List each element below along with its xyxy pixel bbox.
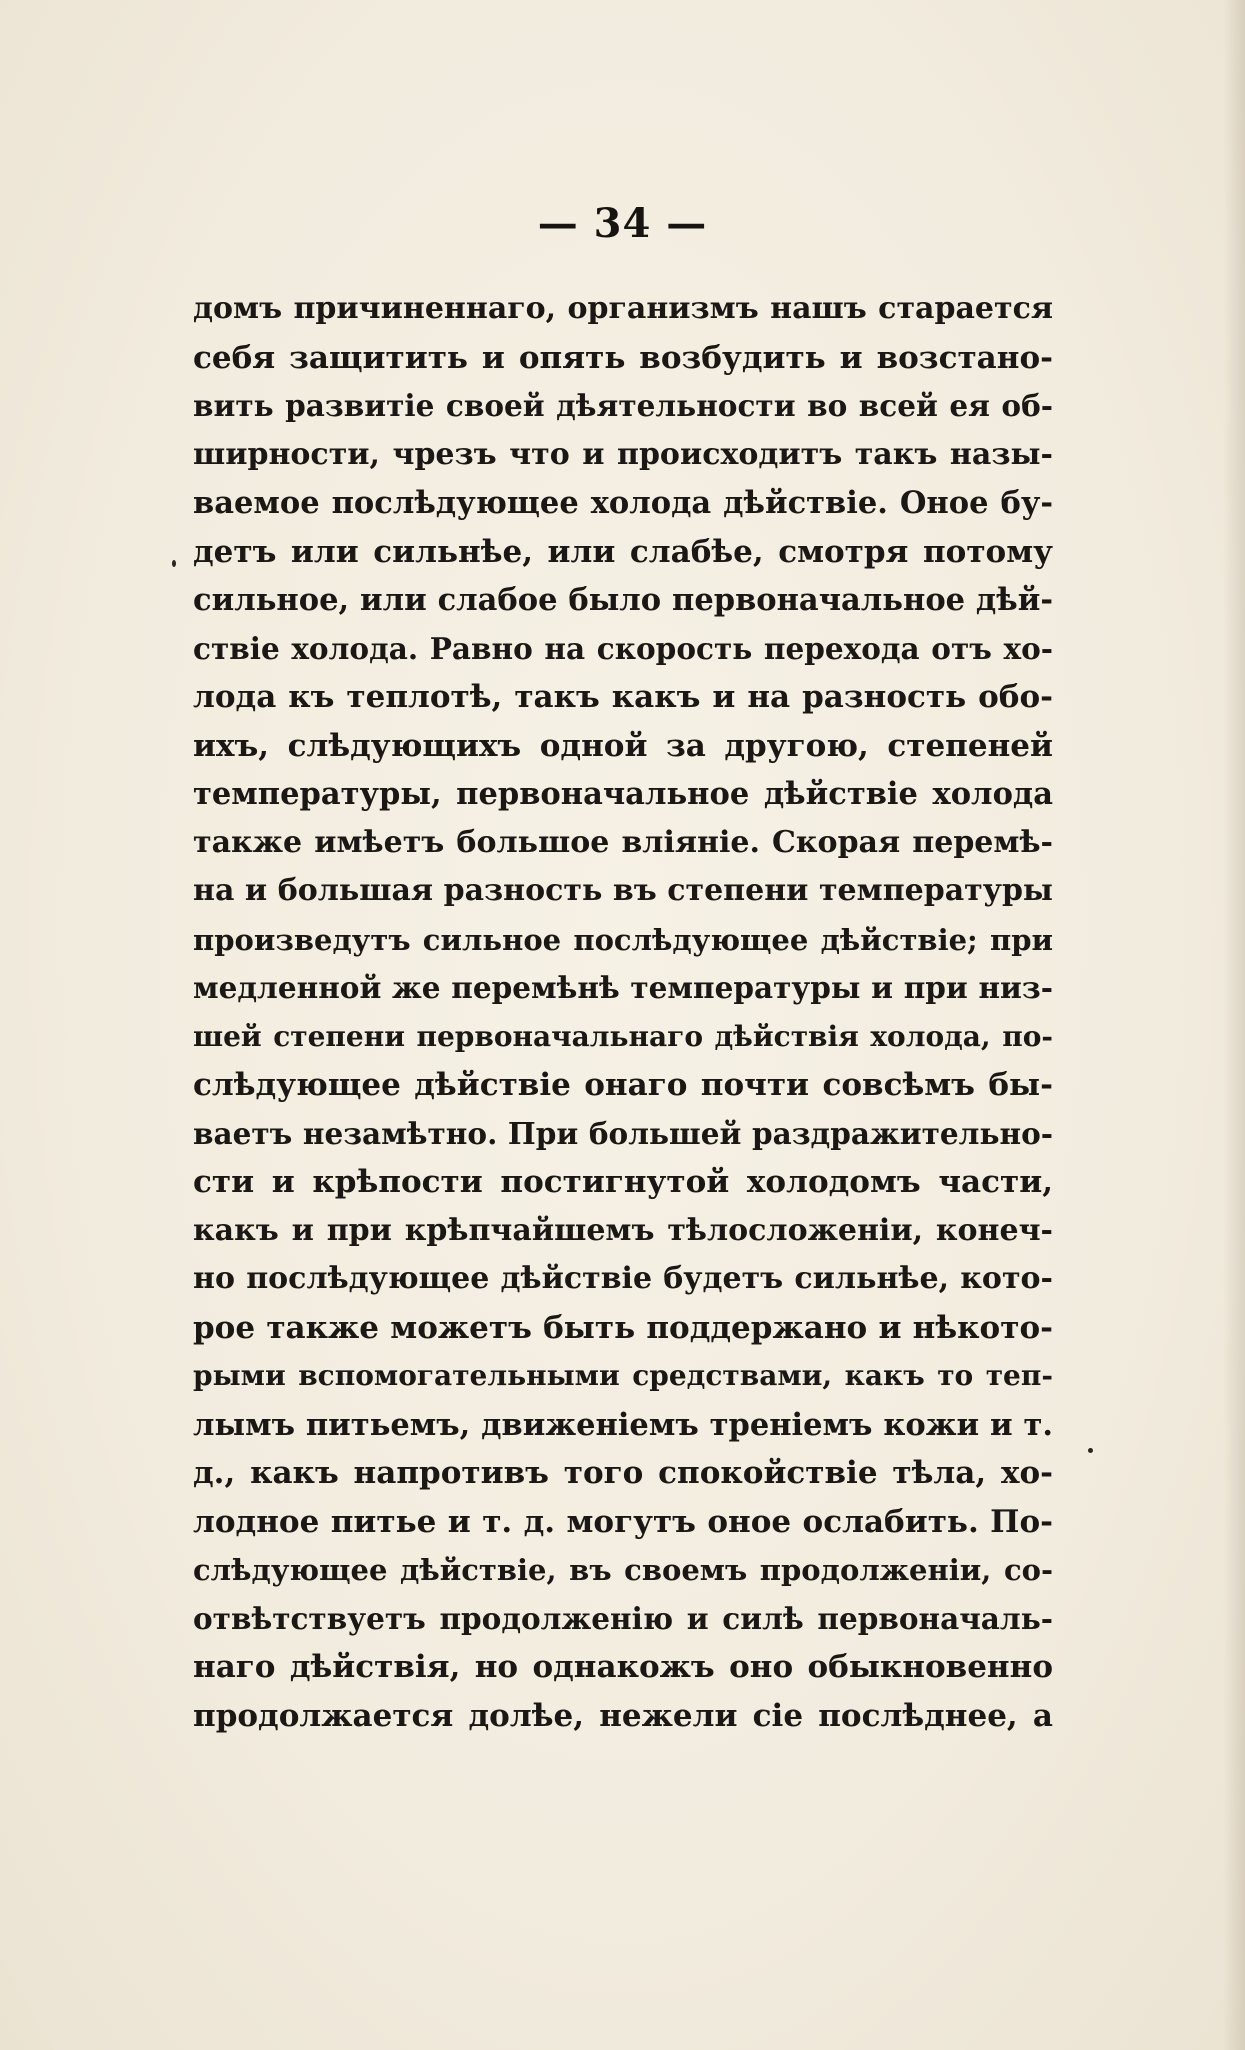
text-line: шей степени первоначальнаго дѣйствія холода, по-: [193, 1019, 1053, 1053]
text-line: ваетъ незамѣтно. При большей раздражительно-: [193, 1115, 1053, 1151]
text-line: слѣдующее дѣйствіе онаго почти совсѣмъ бы-: [193, 1067, 1053, 1103]
text-line: ширности, чрезъ что и происходитъ такъ назы-: [193, 436, 1053, 472]
text-line: детъ или сильнѣе, или слабѣе, смотря потому: [193, 533, 1053, 570]
body-text: [193, 285, 1053, 1740]
text-line: также имѣетъ большое вліяніе. Скорая перемѣ-: [193, 824, 1053, 860]
text-line: слѣдующее дѣйствіе, въ своемъ продолженіи, со-: [193, 1553, 1053, 1587]
ink-speck: [172, 560, 176, 567]
text-line: д., какъ напротивъ того спокойствіе тѣла, хо-: [193, 1455, 1053, 1491]
text-line: ихъ, слѣдующихъ одной за другою, степеней: [193, 727, 1053, 764]
text-line: какъ и при крѣпчайшемъ тѣлосложеніи, конеч-: [193, 1212, 1053, 1248]
ink-speck: [1088, 1448, 1093, 1453]
text-line: на и большая разность въ степени температуры: [193, 873, 1053, 908]
text-line: но послѣдующее дѣйствіе будетъ сильнѣе, кото-: [193, 1261, 1053, 1296]
text-line: себя защитить и опять возбудить и возстано-: [193, 339, 1053, 376]
text-line: ствіе холода. Равно на скорость перехода отъ хо-: [193, 630, 1053, 666]
page-edge-shadow: [1223, 0, 1245, 2050]
text-line: отвѣтствуетъ продолженію и силѣ первоначаль-: [193, 1600, 1053, 1636]
page-number: — 34 —: [537, 200, 708, 247]
text-line: вить развитіе своей дѣятельности во всей ея об-: [193, 388, 1053, 423]
text-line: наго дѣйствія, но однакожъ оно обыкновенно: [193, 1649, 1053, 1685]
text-line: рое также можетъ быть поддержано и нѣкото-: [193, 1309, 1053, 1346]
text-line: продолжается долѣе, нежели сіе послѣднее, а: [193, 1697, 1053, 1734]
text-line: лода къ теплотѣ, такъ какъ и на разность обо-: [193, 679, 1053, 715]
text-line: медленной же перемѣнѣ температуры и при низ-: [193, 970, 1053, 1005]
text-line: ваемое послѣдующее холода дѣйствіе. Оное бу-: [193, 485, 1053, 521]
text-line: рыми вспомогательными средствами, какъ то теп-: [193, 1359, 1053, 1392]
text-line: сти и крѣпости постигнутой холодомъ части,: [193, 1164, 1053, 1200]
text-line: произведутъ сильное послѣдующее дѣйствіе; при: [193, 922, 1053, 957]
text-line: температуры, первоначальное дѣйствіе холода: [193, 776, 1053, 812]
text-line: домъ причиненнаго, организмъ нашъ старается: [193, 291, 1053, 326]
text-line: лодное питье и т. д. могутъ оное ослабить. По-: [193, 1503, 1053, 1540]
text-line: сильное, или слабое было первоначальное дѣй-: [193, 582, 1053, 618]
text-line: лымъ питьемъ, движеніемъ треніемъ кожи и т.: [193, 1406, 1053, 1443]
